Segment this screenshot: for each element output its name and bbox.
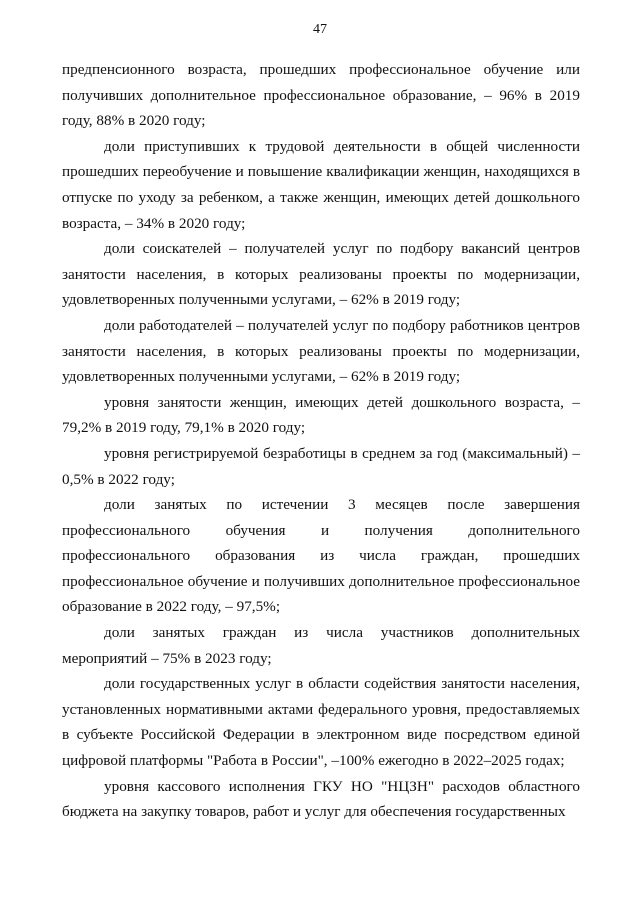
document-body	[62, 57, 580, 825]
paragraph: доли приступивших к трудовой деятельности в общей численности прошедших переобучение и повышение квалификации женщин, находящихся в отпуске по уходу за ребенком, а также женщин, имеющих детей дошкольного возраста, – 34% в 2020 году;	[62, 137, 580, 232]
paragraph: доли государственных услуг в области содействия занятости населения, установленных нормативными актами федерального уровня, предоставляемых в субъекте Российской Федерации в электронном виде посредством единой цифровой платформы "Работа в России", –100% ежегодно в 2022–2025 годах;	[62, 675, 580, 770]
paragraph: доли занятых по истечении 3 месяцев после завершения профессионального обучения и получения дополнительного профессионального образования из числа граждан, прошедших профессиональное обучение и получивших дополнительное профессиональное образование в 2022 году, – 97,5%;	[62, 496, 580, 616]
page-number: 47	[313, 22, 327, 37]
paragraph: доли работодателей – получателей услуг по подбору работников центров занятости населения, в которых реализованы проекты по модернизации, удовлетворенных полученными услугами, – 62% в 2019 году;	[62, 316, 580, 386]
paragraph: уровня занятости женщин, имеющих детей дошкольного возраста, – 79,2% в 2019 году, 79,1% в 2020 году;	[62, 393, 580, 437]
paragraph: доли занятых граждан из числа участников дополнительных мероприятий – 75% в 2023 году;	[62, 624, 580, 667]
paragraph: уровня кассового исполнения ГКУ НО "НЦЗН" расходов областного бюджета на закупку товаров, работ и услуг для обеспечения государственных	[62, 777, 580, 821]
paragraph: доли соискателей – получателей услуг по подбору вакансий центров занятости населения, в которых реализованы проекты по модернизации, удовлетворенных полученными услугами, – 62% в 2019 году;	[62, 240, 580, 309]
paragraph-continuation: предпенсионного возраста, прошедших профессиональное обучение или получивших дополнительное профессиональное образование, – 96% в 2019 году, 88% в 2020 году;	[62, 61, 580, 130]
paragraph: уровня регистрируемой безработицы в среднем за год (максимальный) – 0,5% в 2022 году;	[62, 444, 580, 488]
